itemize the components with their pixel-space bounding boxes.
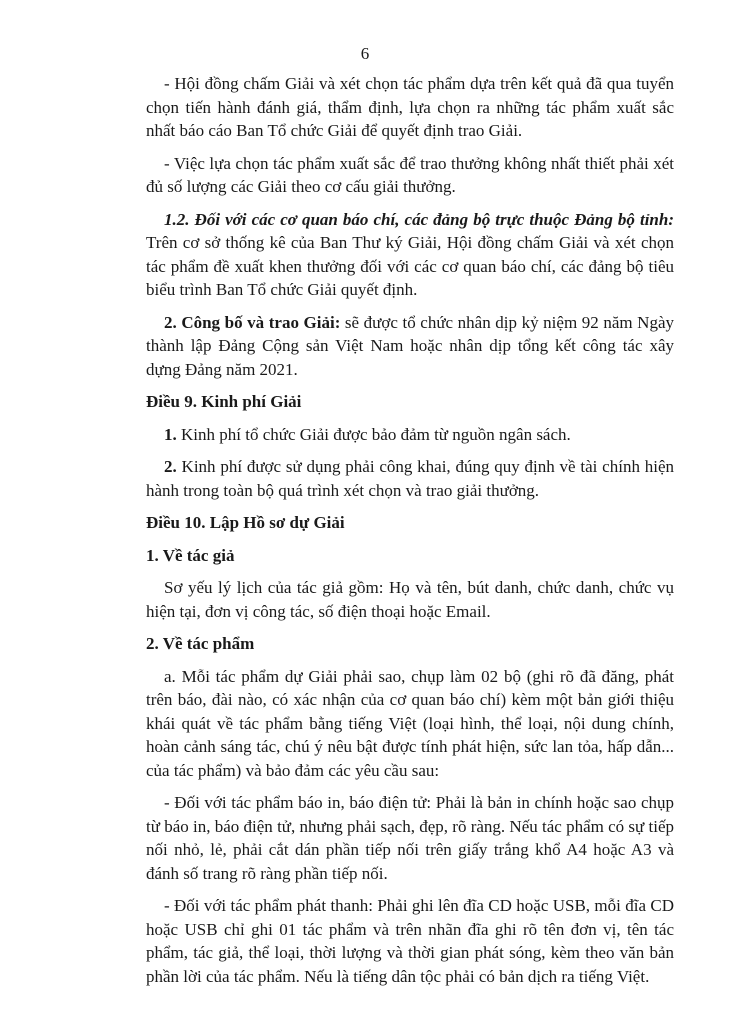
paragraph bbox=[146, 576, 674, 623]
paragraph-text: a. Mỗi tác phẩm dự Giải phải sao, chụp làm 02 bộ (ghi rõ đã đăng, phát trên báo, đài nào, có xác nhận của cơ quan báo chí) kèm một bản giới thiệu khái quát về tác phẩm bằng tiếng Việt (loại hình, thể loại, nội dung chính, hoàn cảnh sáng tác, chú ý nêu bật được tính phát hiện, sức lan tỏa, hấp dẫn... của tác phẩm) và bảo đảm các yêu cầu sau: bbox=[146, 666, 674, 780]
paragraph bbox=[146, 894, 674, 988]
paragraph bbox=[146, 311, 674, 382]
paragraph-text: Trên cơ sở thống kê của Ban Thư ký Giải, Hội đồng chấm Giải và xét chọn tác phẩm đề xuất khen thưởng đối với các cơ quan báo chí, các đảng bộ tiêu biểu trình Ban Tổ chức Giải quyết định. bbox=[146, 233, 674, 299]
paragraph-text: Kinh phí tổ chức Giải được bảo đảm từ nguồn ngân sách. bbox=[176, 424, 571, 444]
paragraph-text: - Hội đồng chấm Giải và xét chọn tác phẩm dựa trên kết quả đã qua tuyển chọn tiến hành đánh giá, thẩm định, lựa chọn ra những tác phẩm xuất sắc nhất báo cáo Ban Tổ chức Giải để quyết định trao Giải. bbox=[146, 74, 674, 140]
paragraph bbox=[146, 791, 674, 885]
section-heading: Điều 10. Lập Hồ sơ dự Giải bbox=[146, 513, 345, 532]
paragraph bbox=[146, 665, 674, 783]
paragraph bbox=[146, 423, 674, 447]
subsection-heading: 2. Về tác phẩm bbox=[146, 634, 255, 653]
paragraph-text: - Việc lựa chọn tác phẩm xuất sắc để trao thưởng không nhất thiết phải xét đủ số lượng các Giải theo cơ cấu giải thưởng. bbox=[146, 153, 674, 196]
paragraph-text: - Đối với tác phẩm báo in, báo điện tử: Phải là bản in chính hoặc sao chụp từ báo in, báo điện tử, nhưng phải sạch, đẹp, rõ ràng. Nếu tác phẩm có sự tiếp nối nhỏ, lẻ, phải cắt dán phần tiếp nối trên giấy trắng khổ A4 hoặc A3 và đánh số trang rõ ràng phần tiếp nối. bbox=[146, 793, 674, 883]
paragraph-text: Sơ yếu lý lịch của tác giả gồm: Họ và tên, bút danh, chức danh, chức vụ hiện tại, đơn vị công tác, số điện thoại hoặc Email. bbox=[146, 578, 674, 621]
paragraph-lead: 2. Công bố và trao Giải: bbox=[164, 312, 341, 332]
paragraph-text: sẽ được tổ chức nhân dịp kỷ niệm 92 năm Ngày thành lập Đảng Cộng sản Việt Nam hoặc nhân dịp tổng kết công tác xây dựng Đảng năm 2021. bbox=[146, 312, 674, 379]
paragraph bbox=[146, 455, 674, 502]
page-number: 6 bbox=[360, 44, 370, 63]
paragraph-lead: 1. bbox=[164, 424, 177, 444]
paragraph bbox=[146, 208, 674, 302]
paragraph-text: - Đối với tác phẩm phát thanh: Phải ghi lên đĩa CD hoặc USB, mỗi đĩa CD hoặc USB chỉ ghi 01 tác phẩm và trên nhãn đĩa ghi rõ tên đơn vị, tên tác phẩm, tác giả, thể loại, thời lượng và thời gian phát sóng, kèm theo văn bản phần lời của tác phẩm. Nếu là tiếng dân tộc phải có bản dịch ra tiếng Việt. bbox=[146, 896, 674, 986]
paragraph bbox=[146, 152, 674, 199]
paragraph bbox=[146, 72, 674, 143]
paragraph-lead: 2. bbox=[164, 457, 177, 476]
section-heading: Điều 9. Kinh phí Giải bbox=[146, 392, 302, 411]
paragraph-text: Kinh phí được sử dụng phải công khai, đúng quy định về tài chính hiện hành trong toàn bộ quá trình xét chọn và trao giải thưởng. bbox=[146, 457, 674, 500]
subsection-heading: 1. Về tác giả bbox=[146, 545, 235, 565]
document-body bbox=[146, 72, 674, 997]
paragraph-lead: 1.2. Đối với các cơ quan báo chí, các đảng bộ trực thuộc Đảng bộ tỉnh: bbox=[164, 209, 674, 229]
